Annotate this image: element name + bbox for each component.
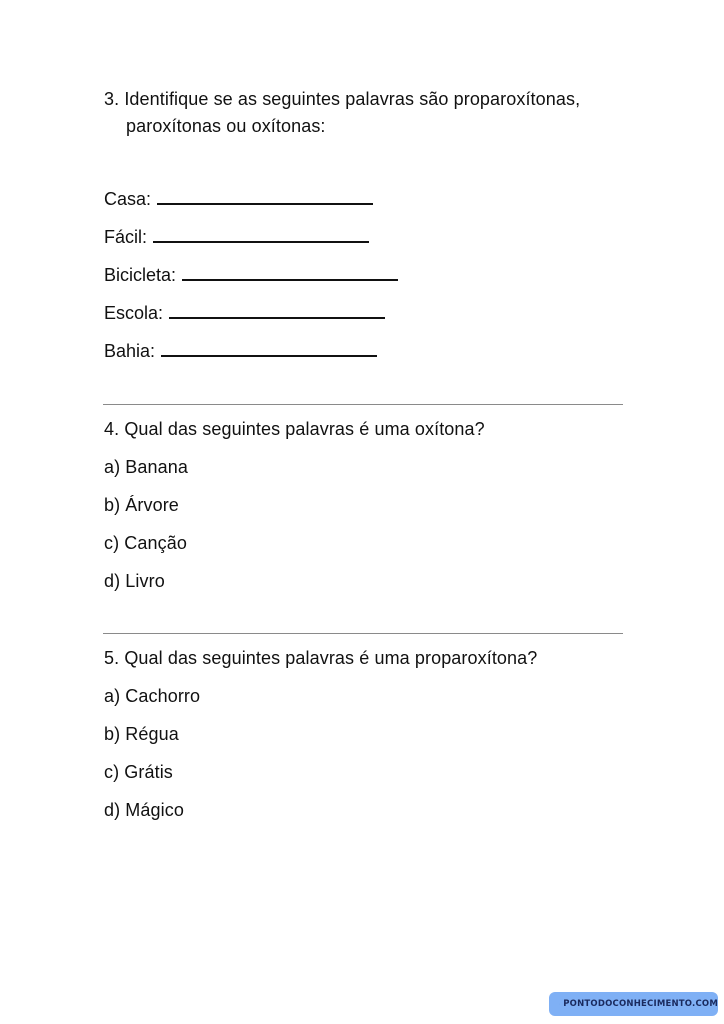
word-label: Bahia: [104, 341, 156, 361]
site-badge-text: PONTODOCONHECIMENTO.COM [563, 999, 718, 1009]
section-divider [103, 633, 623, 634]
option-b[interactable]: b) Árvore [104, 495, 179, 515]
question-4-prompt: 4. Qual das seguintes palavras é uma oxítona? [104, 419, 485, 439]
word-label: Bicicleta: [104, 265, 177, 285]
answer-blank[interactable] [161, 341, 377, 357]
answer-blank[interactable] [153, 227, 369, 243]
word-label: Fácil: [104, 227, 148, 247]
question-3-prompt-continued: paroxítonas ou oxítonas: [126, 116, 326, 136]
answer-blank[interactable] [169, 303, 385, 319]
answer-row-bahia [104, 340, 377, 362]
option-a[interactable]: a) Banana [104, 457, 188, 477]
site-badge[interactable] [549, 992, 718, 1016]
answer-row-escola [104, 302, 385, 324]
answer-blank[interactable] [157, 189, 373, 205]
answer-row-bicicleta [104, 264, 398, 286]
answer-row-facil [104, 226, 369, 248]
option-a[interactable]: a) Cachorro [104, 686, 201, 706]
section-divider [103, 404, 623, 405]
option-c[interactable]: c) Grátis [104, 762, 173, 782]
question-3-prompt: 3. Identifique se as seguintes palavras são proparoxítonas, [104, 89, 581, 109]
option-b[interactable]: b) Régua [104, 724, 179, 744]
answer-blank[interactable] [182, 265, 398, 281]
question-5-prompt: 5. Qual das seguintes palavras é uma proparoxítona? [104, 648, 538, 668]
option-d[interactable]: d) Livro [104, 571, 165, 591]
option-c[interactable]: c) Canção [104, 533, 187, 553]
option-d[interactable]: d) Mágico [104, 800, 184, 820]
answer-row-casa [104, 188, 373, 210]
word-label: Casa: [104, 189, 152, 209]
word-label: Escola: [104, 303, 164, 323]
